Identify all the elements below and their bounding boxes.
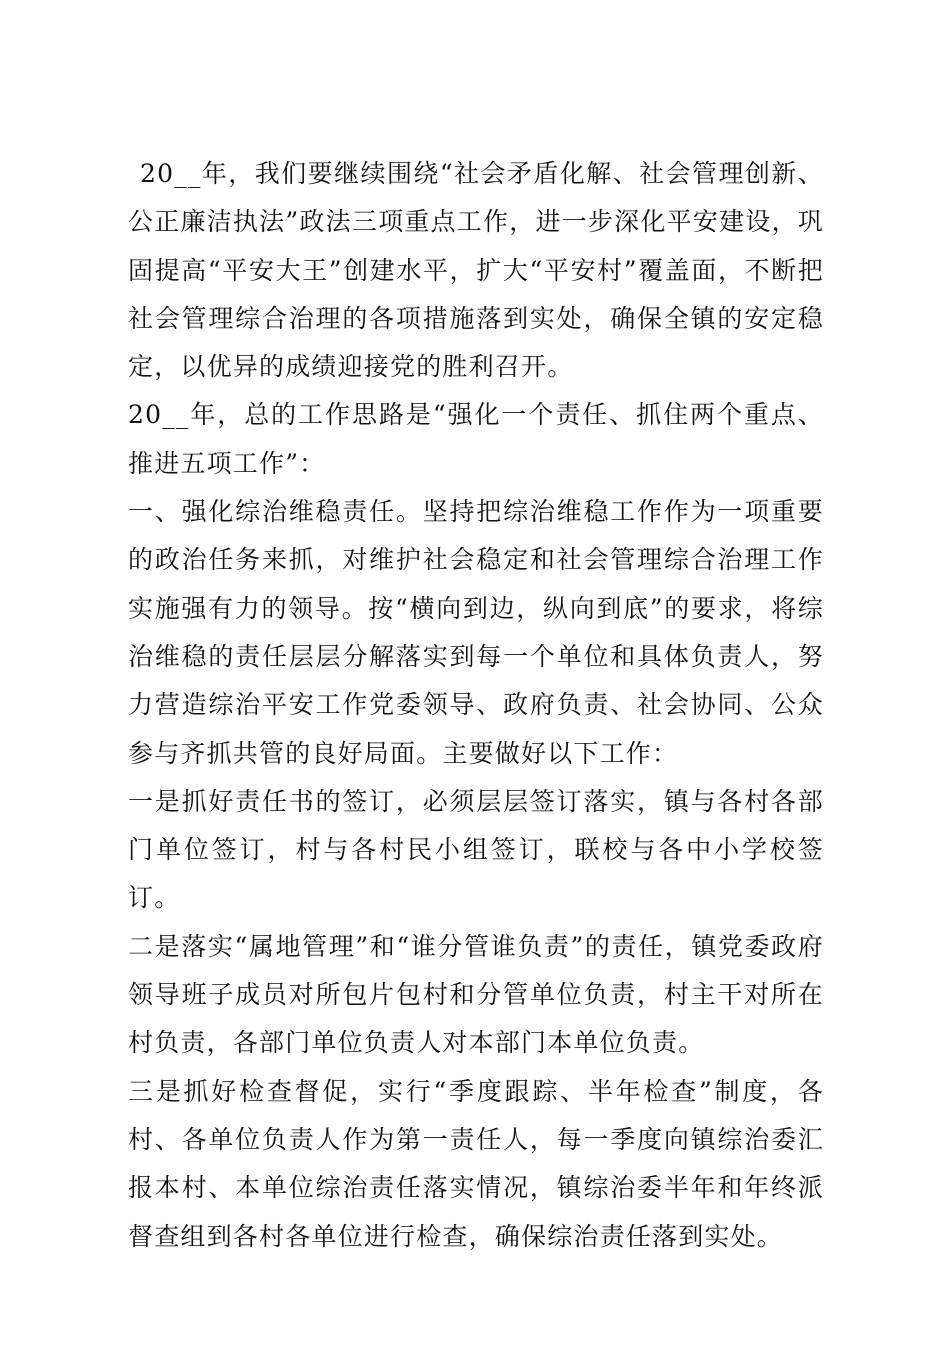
intro-paragraph: 20__年，我们要继续围绕“社会矛盾化解、社会管理创新、公正廉洁执法”政法三项重点工作，进一步深化平安建设，巩固提高“平安大王”创建水平，扩大“平安村”覆盖面，不断把社会管理综合治理的各项措施落到实处，确保全镇的安定稳定，以优异的成绩迎接党的胜利召开。 (128, 159, 824, 382)
document-body (128, 150, 824, 1261)
work-approach-paragraph: 20__年，总的工作思路是“强化一个责任、抓住两个重点、推进五项工作”： (128, 400, 824, 478)
item-one-paragraph: 一是抓好责任书的签订，必须层层签订落实，镇与各村各部门单位签订，村与各村民小组签订，联校与各中小学校签订。 (128, 786, 824, 913)
item-two-paragraph: 二是落实“属地管理”和“谁分管谁负责”的责任，镇党委政府领导班子成员对所包片包村和分管单位负责，村主干对所在村负责，各部门单位负责人对本部门本单位负责。 (128, 931, 824, 1058)
section-one-paragraph: 一、强化综治维稳责任。坚持把综治维稳工作作为一项重要的政治任务来抓，对维护社会稳定和社会管理综合治理工作实施强有力的领导。按“横向到边，纵向到底”的要求，将综治维稳的责任层层分解落实到每一个单位和具体负责人，努力营造综治平安工作党委领导、政府负责、社会协同、公众参与齐抓共管的良好局面。主要做好以下工作： (128, 497, 824, 768)
item-three-paragraph: 三是抓好检查督促，实行“季度跟踪、半年检查”制度，各村、各单位负责人作为第一责任人，每一季度向镇综治委汇报本村、本单位综治责任落实情况，镇综治委半年和年终派督查组到各村各单位进行检查，确保综治责任落到实处。 (128, 1076, 824, 1251)
